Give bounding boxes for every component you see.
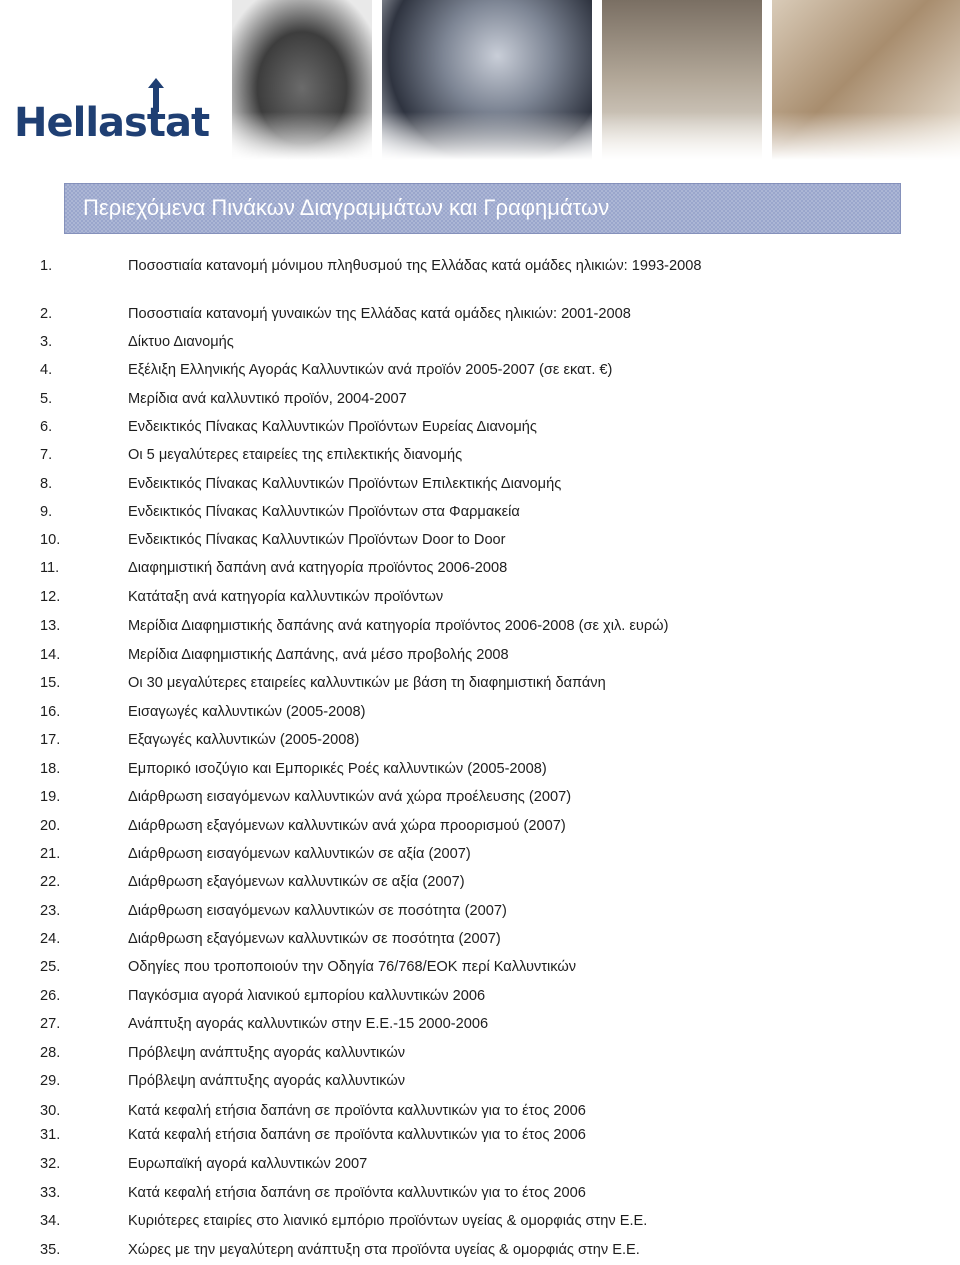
list-item-title: Μερίδια Διαφημιστικής Δαπάνης, ανά μέσο προβολής 2008 bbox=[128, 647, 509, 663]
list-item-number: 17. bbox=[40, 732, 61, 748]
list-item-title: Εμπορικό ισοζύγιο και Εμπορικές Ροές καλλυντικών (2005-2008) bbox=[128, 761, 547, 777]
list-item-title: Οδηγίες που τροποποιούν την Οδηγία 76/768/ΕΟΚ περί Καλλυντικών bbox=[128, 959, 577, 975]
list-item-title: Μερίδια ανά καλλυντικό προϊόν, 2004-2007 bbox=[128, 391, 407, 407]
list-item bbox=[0, 704, 960, 726]
list-item-number: 26. bbox=[40, 988, 61, 1004]
list-item-number: 2. bbox=[40, 306, 53, 322]
list-item-title: Κατά κεφαλή ετήσια δαπάνη σε προϊόντα καλλυντικών για το έτος 2006 bbox=[128, 1185, 586, 1201]
list-item bbox=[0, 647, 960, 669]
list-item-title: Διάρθρωση εξαγόμενων καλλυντικών σε αξία (2007) bbox=[128, 874, 465, 890]
list-item bbox=[0, 476, 960, 498]
list-item bbox=[0, 1127, 960, 1149]
list-item bbox=[0, 1156, 960, 1178]
list-item bbox=[0, 1213, 960, 1235]
list-item bbox=[0, 818, 960, 840]
logo-text: Hellastat bbox=[14, 100, 210, 146]
list-item bbox=[0, 931, 960, 953]
list-item bbox=[0, 362, 960, 384]
list-item bbox=[0, 447, 960, 469]
section-title: Περιεχόμενα Πινάκων Διαγραμμάτων και Γραφημάτων bbox=[83, 195, 610, 220]
list-item bbox=[0, 532, 960, 554]
list-item-title: Διάρθρωση εισαγόμενων καλλυντικών σε αξία (2007) bbox=[128, 846, 471, 862]
list-item-title: Ενδεικτικός Πίνακας Καλλυντικών Προϊόντων Ευρείας Διανομής bbox=[128, 419, 537, 435]
list-item-title: Ενδεικτικός Πίνακας Καλλυντικών Προϊόντων Επιλεκτικής Διανομής bbox=[128, 476, 562, 492]
list-item-number: 12. bbox=[40, 589, 61, 605]
list-item-title: Ποσοστιαία κατανομή μόνιμου πληθυσμού της Ελλάδας κατά ομάδες ηλικιών: 1993-2008 bbox=[128, 258, 702, 274]
list-item-title: Διάρθρωση εισαγόμενων καλλυντικών ανά χώρα προέλευσης (2007) bbox=[128, 789, 572, 805]
list-item-number: 14. bbox=[40, 647, 61, 663]
list-item-title: Κατά κεφαλή ετήσια δαπάνη σε προϊόντα καλλυντικών για το έτος 2006 bbox=[128, 1103, 586, 1119]
list-item bbox=[0, 675, 960, 697]
list-item-number: 6. bbox=[40, 419, 53, 435]
list-item-number: 13. bbox=[40, 618, 61, 634]
list-item-title: Πρόβλεψη ανάπτυξης αγοράς καλλυντικών bbox=[128, 1045, 406, 1061]
list-item bbox=[0, 789, 960, 811]
list-item-number: 15. bbox=[40, 675, 61, 691]
list-item bbox=[0, 560, 960, 582]
list-item bbox=[0, 1103, 960, 1125]
list-item-number: 29. bbox=[40, 1073, 61, 1089]
list-item-number: 23. bbox=[40, 903, 61, 919]
list-item-number: 28. bbox=[40, 1045, 61, 1061]
list-item-title: Διάρθρωση εξαγόμενων καλλυντικών σε ποσότητα (2007) bbox=[128, 931, 501, 947]
list-item-title: Οι 30 μεγαλύτερες εταιρείες καλλυντικών με βάση τη διαφημιστική δαπάνη bbox=[128, 675, 606, 691]
list-item bbox=[0, 334, 960, 356]
list-item bbox=[0, 589, 960, 611]
list-item-title: Ενδεικτικός Πίνακας Καλλυντικών Προϊόντων Door to Door bbox=[128, 532, 506, 548]
banner-fade bbox=[220, 0, 960, 160]
list-item-number: 25. bbox=[40, 959, 61, 975]
list-item bbox=[0, 874, 960, 896]
list-item-number: 18. bbox=[40, 761, 61, 777]
list-item-number: 8. bbox=[40, 476, 53, 492]
list-item-number: 34. bbox=[40, 1213, 61, 1229]
list-item-number: 30. bbox=[40, 1103, 61, 1119]
section-title-bar bbox=[64, 183, 901, 234]
list-item-number: 35. bbox=[40, 1242, 61, 1258]
list-item-title: Ανάπτυξη αγοράς καλλυντικών στην Ε.Ε.-15 2000-2006 bbox=[128, 1016, 489, 1032]
header-banner bbox=[0, 0, 960, 160]
list-item-title: Παγκόσμια αγορά λιανικού εμπορίου καλλυντικών 2006 bbox=[128, 988, 486, 1004]
list-item bbox=[0, 988, 960, 1010]
list-item bbox=[0, 846, 960, 868]
list-item-number: 31. bbox=[40, 1127, 61, 1143]
list-item bbox=[0, 1016, 960, 1038]
list-item-number: 11. bbox=[40, 560, 60, 576]
list-item bbox=[0, 903, 960, 925]
list-item-title: Ευρωπαϊκή αγορά καλλυντικών 2007 bbox=[128, 1156, 368, 1172]
list-item-title: Πρόβλεψη ανάπτυξης αγοράς καλλυντικών bbox=[128, 1073, 406, 1089]
list-item-number: 20. bbox=[40, 818, 61, 834]
list-item bbox=[0, 391, 960, 413]
list-item-title: Ποσοστιαία κατανομή γυναικών της Ελλάδας κατά ομάδες ηλικιών: 2001-2008 bbox=[128, 306, 631, 322]
list-item bbox=[0, 618, 960, 640]
list-item-number: 10. bbox=[40, 532, 61, 548]
list-item-number: 7. bbox=[40, 447, 53, 463]
list-item bbox=[0, 258, 960, 280]
list-item-number: 32. bbox=[40, 1156, 61, 1172]
list-item-number: 21. bbox=[40, 846, 61, 862]
list-item bbox=[0, 732, 960, 754]
list-item bbox=[0, 1242, 960, 1264]
list-item-title: Εισαγωγές καλλυντικών (2005-2008) bbox=[128, 704, 366, 720]
list-item-title: Διάρθρωση εισαγόμενων καλλυντικών σε ποσότητα (2007) bbox=[128, 903, 507, 919]
list-item-number: 24. bbox=[40, 931, 61, 947]
list-item bbox=[0, 1045, 960, 1067]
list-item bbox=[0, 504, 960, 526]
list-item-title: Δίκτυο Διανομής bbox=[128, 334, 234, 350]
list-item bbox=[0, 1185, 960, 1207]
list-item bbox=[0, 419, 960, 441]
list-item-number: 5. bbox=[40, 391, 53, 407]
list-item-number: 4. bbox=[40, 362, 53, 378]
list-item-title: Μερίδια Διαφημιστικής δαπάνης ανά κατηγορία προϊόντος 2006-2008 (σε χιλ. ευρώ) bbox=[128, 618, 669, 634]
list-item-title: Κυριότερες εταιρίες στο λιανικό εμπόριο προϊόντων υγείας & ομορφιάς στην Ε.Ε. bbox=[128, 1213, 648, 1229]
list-item bbox=[0, 761, 960, 783]
hellastat-logo bbox=[14, 78, 210, 152]
list-item-title: Εξέλιξη Ελληνικής Αγοράς Καλλυντικών ανά προϊόν 2005-2007 (σε εκατ. €) bbox=[128, 362, 613, 378]
list-item-number: 19. bbox=[40, 789, 61, 805]
list-item-title: Χώρες με την μεγαλύτερη ανάπτυξη στα προϊόντα υγείας & ομορφιάς στην Ε.Ε. bbox=[128, 1242, 640, 1258]
list-item-number: 22. bbox=[40, 874, 61, 890]
list-item-title: Κατά κεφαλή ετήσια δαπάνη σε προϊόντα καλλυντικών για το έτος 2006 bbox=[128, 1127, 586, 1143]
list-item-title: Οι 5 μεγαλύτερες εταιρείες της επιλεκτικής διανομής bbox=[128, 447, 463, 463]
list-item-number: 27. bbox=[40, 1016, 61, 1032]
list-item-number: 3. bbox=[40, 334, 53, 350]
list-item-title: Εξαγωγές καλλυντικών (2005-2008) bbox=[128, 732, 360, 748]
list-item-title: Διάρθρωση εξαγόμενων καλλυντικών ανά χώρα προορισμού (2007) bbox=[128, 818, 566, 834]
list-item-title: Διαφημιστική δαπάνη ανά κατηγορία προϊόντος 2006-2008 bbox=[128, 560, 508, 576]
list-item-number: 1. bbox=[40, 258, 53, 274]
list-item bbox=[0, 306, 960, 328]
list-item-title: Ενδεικτικός Πίνακας Καλλυντικών Προϊόντων στα Φαρμακεία bbox=[128, 504, 520, 520]
list-item-number: 33. bbox=[40, 1185, 61, 1201]
list-item-number: 9. bbox=[40, 504, 53, 520]
list-item-number: 16. bbox=[40, 704, 61, 720]
list-item bbox=[0, 1073, 960, 1095]
list-item bbox=[0, 959, 960, 981]
list-item-title: Κατάταξη ανά κατηγορία καλλυντικών προϊόντων bbox=[128, 589, 444, 605]
